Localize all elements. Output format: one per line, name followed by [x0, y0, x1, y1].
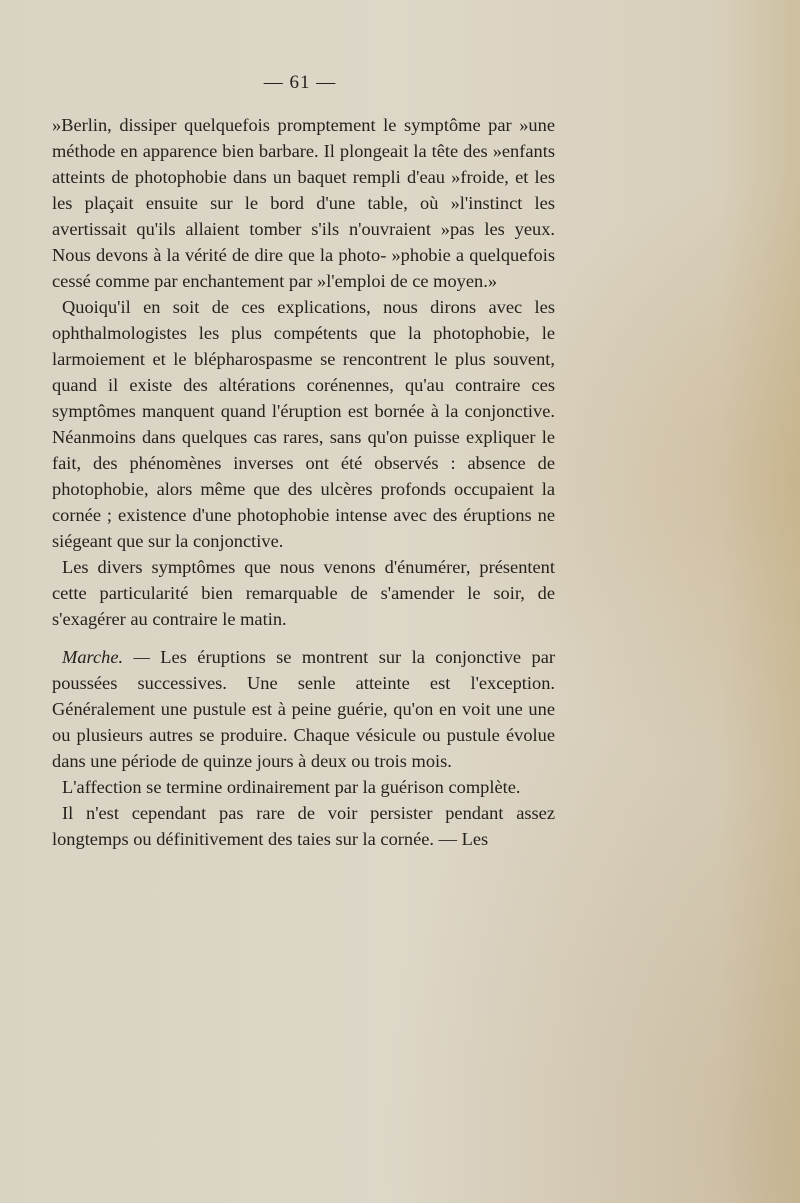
- section-lead-marche: Marche. —: [62, 647, 150, 667]
- paragraph-symptoms: [52, 294, 555, 554]
- paragraph-text: L'affection se termine ordinairement par la guérison complète.: [62, 777, 521, 797]
- paragraph-text: Les divers symptômes que nous venons d'énumérer, présentent cette particularité bien remarquable de s'amender le soir, de s'exagérer au contraire le matin.: [52, 557, 555, 629]
- body-text: [52, 112, 555, 852]
- paragraph-sequelae: [52, 800, 555, 852]
- paragraph-quote-continuation: [52, 112, 555, 294]
- paragraph-text: »Berlin, dissiper quelquefois promptement le symptôme par »une méthode en apparence bien barbare. Il plongeait la tête des »enfants atteints de photophobie dans un baquet rempli d'eau »froide, et les les plaçait ensuite sur le bord d'une table, où »l'instinct les avertissait qu'ils allaient tomber s'ils n'ouvraient »pas les yeux. Nous devons à la vérité de dire que la photo- »phobie a quelquefois cessé comme par enchantement par »l'emploi de ce moyen.»: [52, 115, 555, 291]
- paragraph-text: Les éruptions se montrent sur la conjonctive par poussées successives. Une senle atteinte est l'exception. Généralement une pustule est à peine guérie, qu'on en voit une une ou plusieurs autres se produire. Chaque vésicule ou pustule évolue dans une période de quinze jours à deux ou trois mois.: [52, 647, 555, 771]
- paragraph-text: Quoiqu'il en soit de ces explications, nous dirons avec les ophthalmologistes les plus compétents que la photophobie, le larmoiement et le blépharospasme se rencontrent le plus souvent, quand il existe des altérations corénennes, qu'au contraire ces symptômes manquent quand l'éruption est bornée à la conjonctive. Néanmoins dans quelques cas rares, sans qu'on puisse expliquer le fait, des phénomènes inverses ont été observés : absence de photophobie, alors même que des ulcères profonds occupaient la cornée ; existence d'une photophobie intense avec des éruptions ne siégeant que sur la conjonctive.: [52, 297, 555, 551]
- paragraph-marche: [52, 644, 555, 774]
- paragraph-text: Il n'est cependant pas rare de voir persister pendant assez longtemps ou définitivement des taies sur la cornée. — Les: [52, 803, 555, 849]
- paragraph-evening-morning: [52, 554, 555, 632]
- paragraph-outcome: [52, 774, 555, 800]
- page-number: — 61 —: [263, 72, 337, 93]
